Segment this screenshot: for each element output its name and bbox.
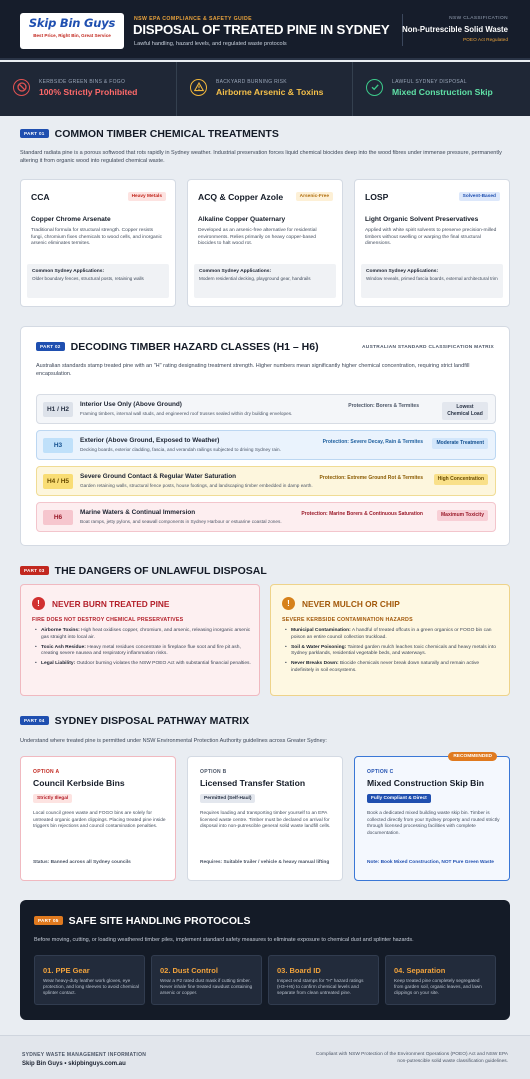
hazard-code: H4 / H5 (43, 474, 73, 489)
applications-text: Modern residential decking, playground gear, handrails (199, 276, 311, 281)
alert-lawful (353, 62, 530, 116)
card-title: ACQ & Copper Azole (198, 192, 284, 202)
danger-card-mulching (270, 584, 510, 696)
card-tag: Solvent-Based (459, 192, 500, 201)
hazard-title: Exterior (Above Ground, Exposed to Weather) (80, 437, 220, 444)
danger-subtitle: FIRE DOES NOT DESTROY CHEMICAL PRESERVATIVES (32, 617, 184, 623)
alert-burning (176, 62, 353, 116)
footer-brand-link[interactable]: Skip Bin Guys • skipbinguys.com.au (22, 1061, 126, 1067)
prohibited-icon (13, 79, 30, 96)
page-title: DISPOSAL OF TREATED PINE IN SYDNEY (133, 22, 390, 37)
logo-tagline: Best Price, Right Bin, Great Service (33, 33, 111, 38)
applications-title: Common Sydney Applications: (199, 269, 272, 274)
list-item: • Municipal Contamination: A handful of treated offcuts in a green organics or FOGO bin can poison an entire council collection truckload. (285, 628, 503, 641)
danger-title: NEVER BURN TREATED PINE (52, 599, 170, 609)
option-status: Fully Compliant & Direct (367, 794, 431, 803)
hazard-row-h6 (36, 502, 496, 532)
card-subtitle: Copper Chrome Arsenate (31, 216, 111, 223)
hazard-level: High Concentration (434, 474, 488, 485)
list-item: • Airborne Toxins: High heat oxidises copper, chromium, and arsenic, releasing inorganic arsenic gas straight into local air. (35, 628, 253, 641)
check-icon (366, 79, 383, 96)
option-label: OPTION C (367, 769, 394, 775)
option-card-b (187, 756, 343, 881)
applications-box (27, 264, 169, 298)
applications-title: Common Sydney Applications: (32, 269, 105, 274)
classification-label: NSW CLASSIFICATION (449, 16, 508, 21)
part-badge: PART 01 (20, 129, 49, 138)
header-kicker: NSW EPA COMPLIANCE & SAFETY GUIDE (134, 16, 253, 22)
hazard-classes-panel (20, 326, 510, 546)
hazard-level: Moderate Treatment (432, 438, 488, 449)
hazard-level: Lowest Chemical Load (442, 402, 488, 420)
section-intro: Before moving, cutting, or loading weathered timber piles, implement standard safety measures to eliminate exposure to chemical dust and splinter hazards. (34, 937, 414, 943)
treatment-card-acq (187, 179, 343, 307)
alert-value: Airborne Arsenic & Toxins (216, 87, 324, 97)
warning-icon (190, 79, 207, 96)
card-subtitle: Light Organic Solvent Preservatives (365, 216, 479, 223)
classification-panel (402, 16, 508, 43)
alert-label: LAWFUL SYDNEY DISPOSAL (392, 79, 467, 85)
card-description: Applied with white spirit solvents to preserve precision-milled timbers without swelling or warping the final structural dimensions. (365, 228, 497, 247)
hazard-protection: Protection: Severe Decay, Rain & Termites (322, 439, 423, 445)
alert-icon: ! (32, 597, 45, 610)
alert-label: KERBSIDE GREEN BINS & FOGO (39, 79, 126, 85)
list-item: • Legal Liability: Outdoor burning violates the NSW POEO Act with substantial financial penalties. (35, 661, 253, 668)
hazard-protection: Protection: Extreme Ground Rot & Termites (319, 475, 423, 481)
hazard-code: H6 (43, 510, 73, 525)
card-title: CCA (31, 192, 50, 202)
section-heading-part-04 (20, 715, 249, 727)
option-description: Requires loading and transporting timber yourself to an EPA licensed waste centre. Timber must be declared on arrival for disposal into non-putrescible general solid waste landfill cells. (200, 811, 331, 830)
alert-label: BACKYARD BURNING RISK (216, 79, 287, 85)
applications-text: Older boundary fences, structural posts, retaining walls (32, 276, 144, 281)
page-subtitle: Lawful handling, hazard levels, and regulated waste protocols (134, 41, 287, 47)
applications-box (361, 264, 503, 298)
hazard-row-h4-h5 (36, 466, 496, 496)
section-title: DECODING TIMBER HAZARD CLASSES (H1 – H6) (70, 341, 319, 353)
alert-bar (0, 62, 530, 116)
logo-name: Skip Bin Guys (28, 16, 116, 30)
brand-logo[interactable] (20, 13, 124, 49)
option-title: Council Kerbside Bins (33, 778, 125, 788)
step-title: 01. PPE Gear (43, 966, 90, 975)
hazard-title: Interior Use Only (Above Ground) (80, 401, 182, 408)
applications-text: Window reveals, primed fascia boards, external architectural trim (366, 276, 498, 281)
section-title: THE DANGERS OF UNLAWFUL DISPOSAL (54, 565, 267, 577)
protocol-step-separation (385, 955, 496, 1005)
page-footer (0, 1035, 530, 1079)
option-label: OPTION B (200, 769, 227, 775)
hazard-description: Garden retaining walls, structural fence posts, house footings, and landscaping timber embedded in damp earth. (80, 483, 313, 488)
page-header (0, 0, 530, 60)
card-tag: Heavy Metals (128, 192, 166, 201)
step-description: Keep treated pine completely segregated from garden soil, organic leaves, and lawn clippings on your site. (394, 978, 482, 996)
danger-card-burning (20, 584, 260, 696)
section-heading-part-03 (20, 565, 267, 577)
hazard-level: Maximum Toxicity (437, 510, 488, 521)
alert-value: 100% Strictly Prohibited (39, 87, 138, 97)
part-badge: PART 05 (34, 916, 63, 925)
alert-value: Mixed Construction Skip (392, 87, 493, 97)
danger-list (35, 628, 253, 671)
classification-note: POEO Act Regulated (462, 38, 508, 43)
protocol-step-dust (151, 955, 262, 1005)
hazard-description: Framing timbers, internal wall studs, and engineered roof trusses sealed within dry building envelopes. (80, 411, 293, 416)
option-description: Book a dedicated mixed building waste skip bin. Timber is collected directly from your Sydney property and routed strictly through licensed processing facilities with complete documentation. (367, 811, 500, 836)
hazard-title: Marine Waters & Continual Immersion (80, 509, 196, 516)
option-label: OPTION A (33, 769, 60, 775)
option-description: Local council green waste and FOGO bins are solely for untreated organic garden clippings. Placing treated pine inside triggers bin rejections and council contamination penalties. (33, 811, 166, 830)
classification-value: Non-Putrescible Solid Waste (402, 25, 508, 34)
section-title: SYDNEY DISPOSAL PATHWAY MATRIX (54, 715, 250, 727)
section-title: COMMON TIMBER CHEMICAL TREATMENTS (54, 128, 279, 140)
hazard-description: Decking boards, exterior cladding, fascia, and verandah railings subjected to driving Sydney rain. (80, 447, 281, 452)
section-heading-part-05 (34, 915, 250, 927)
alert-icon: ! (282, 597, 295, 610)
safety-protocols-panel (20, 900, 510, 1020)
section-intro: Standard radiata pine is a porous softwood that rots rapidly in Sydney weather. Industrial preservation forces liquid chemical biocides deep into the wood fibres under immense pressure, permanently altering it from organic wood into regulated chemical waste. (20, 150, 502, 164)
step-title: 04. Separation (394, 966, 446, 975)
protocol-step-ppe (34, 955, 145, 1005)
section-heading-part-01 (20, 128, 279, 140)
option-footnote: Status: Banned across all Sydney councils (33, 860, 131, 865)
option-title: Licensed Transfer Station (200, 778, 306, 788)
option-footnote: Requires: Suitable trailer / vehicle & heavy manual lifting (200, 860, 330, 865)
step-title: 02. Dust Control (160, 966, 218, 975)
card-tag: Arsenic-Free (296, 192, 333, 201)
hazard-code: H3 (43, 438, 73, 453)
list-item: • Toxic Ash Residue: Heavy metal residues concentrate in fireplace flue soot and fire pit ash, creating severe nausea and respiratory inflammation risks. (35, 645, 253, 658)
treatment-card-losp (354, 179, 510, 307)
hazard-description: Boat ramps, jetty pylons, and seawall components in Sydney Harbour or estuarine coastal zones. (80, 519, 282, 524)
step-description: Inspect end stamps for "H" hazard ratings (H3–H6) to confirm chemical levels and separate from clean untreated pine. (277, 978, 364, 996)
footer-compliance: Compliant with NSW Protection of the Environment Operations (POEO) Act and NSW EPA non-putrescible solid waste classification guidelines. (315, 1052, 508, 1064)
footer-org: SYDNEY WASTE MANAGEMENT INFORMATION (22, 1052, 147, 1058)
hazard-protection: Protection: Borers & Termites (348, 403, 419, 409)
protocol-step-board-id (268, 955, 379, 1005)
section-intro: Australian standards stamp treated pine with an "H" rating designating treatment strength. Higher numbers mean significantly higher chemical concentration, requiring strict landfill encapsulation. (36, 363, 470, 377)
hazard-title: Severe Ground Contact & Regular Water Saturation (80, 473, 237, 480)
part-badge: PART 02 (36, 342, 65, 351)
option-title: Mixed Construction Skip Bin (367, 778, 484, 788)
card-subtitle: Alkaline Copper Quaternary (198, 216, 286, 223)
part-badge: PART 03 (20, 566, 49, 575)
option-footnote: Note: Book Mixed Construction, NOT Pure Green Waste (367, 860, 494, 865)
hazard-row-h1-h2 (36, 394, 496, 424)
option-card-c[interactable] (354, 756, 510, 881)
card-title: LOSP (365, 192, 389, 202)
option-status: Strictly Illegal (33, 794, 72, 803)
list-item: • Never Breaks Down: Biocide chemicals never break down naturally and remain active indefinitely in soil ecosystems. (285, 661, 503, 674)
step-title: 03. Board ID (277, 966, 321, 975)
part-badge: PART 04 (20, 716, 49, 725)
list-item: • Soil & Water Poisoning: Tainted garden mulch leaches toxic chemicals and heavy metals into Sydney parklands, residential vegetable beds, and waterways. (285, 645, 503, 658)
danger-list (285, 628, 503, 678)
alert-kerbside (0, 62, 176, 116)
option-status: Permitted (Self-Haul) (200, 794, 255, 803)
recommended-badge: RECOMMENDED (448, 752, 497, 761)
card-description: Developed as an arsenic-free alternative for residential environments. Relies primarily on heavy copper-based biocides to halt wood rot. (198, 228, 317, 247)
option-card-a (20, 756, 176, 881)
danger-subtitle: SEVERE KERBSIDE CONTAMINATION HAZARDS (282, 617, 413, 623)
applications-box (194, 264, 336, 298)
hazard-code: H1 / H2 (43, 402, 73, 417)
section-heading-part-02 (36, 341, 319, 353)
danger-title: NEVER MULCH OR CHIP (302, 599, 400, 609)
hazard-protection: Protection: Marine Borers & Continuous Saturation (301, 511, 423, 517)
treatment-card-cca (20, 179, 176, 307)
step-description: Wear heavy-duty leather work gloves, eye protection, and long sleeves to avoid chemical splinter contact. (43, 978, 139, 996)
section-title: SAFE SITE HANDLING PROTOCOLS (68, 915, 251, 927)
applications-title: Common Sydney Applications: (366, 269, 439, 274)
step-description: Wear a P2 rated dust mask if cutting timber. Never inhale fine treated sawdust containing arsenic or copper. (160, 978, 253, 996)
card-description: Traditional formula for structural strength. Copper resists fungi, chromium fixes chemicals to wood cells, and inorganic arsenic eliminates termites. (31, 228, 163, 247)
matrix-label: AUSTRALIAN STANDARD CLASSIFICATION MATRIX (362, 345, 494, 350)
hazard-row-h3 (36, 430, 496, 460)
section-intro: Understand where treated pine is permitted under NSW Environmental Protection Authority guidelines across Greater Sydney: (20, 738, 327, 744)
